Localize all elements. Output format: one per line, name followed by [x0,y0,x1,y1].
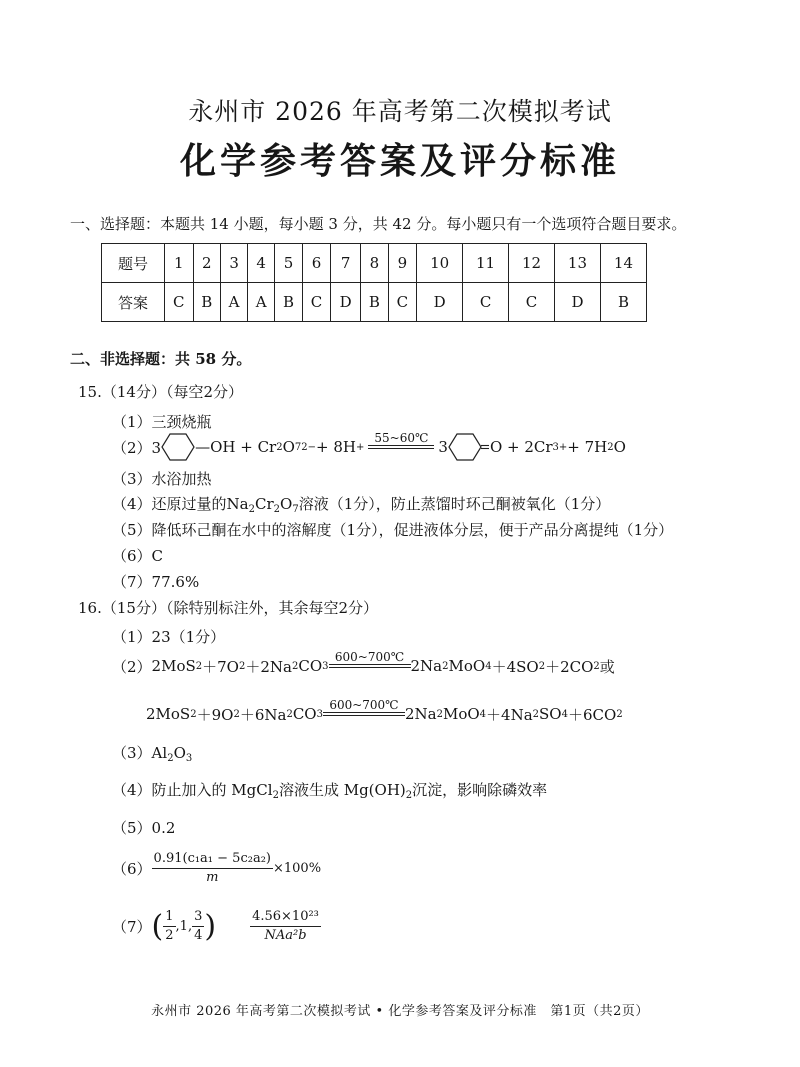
q16-answer-4 [112,779,547,801]
table-cell: A [221,283,248,322]
eq-text: CO [292,705,317,723]
eq-text: O [613,438,626,456]
eq-sub: 7 [292,504,299,515]
eq-text: SO [539,705,562,723]
eq-text: CO [298,657,323,675]
eq-sub: 2 [286,708,293,720]
answer-text: 溶液生成 Mg [278,781,369,799]
fraction [250,908,321,945]
q16-equation-1 [112,648,615,684]
eq-text: —OH + Cr [195,438,277,456]
page-subtitle: 化学参考答案及评分标准 [179,140,620,182]
eq-text: 2MoS [151,657,196,675]
eq-sub: 4 [561,708,568,720]
answer-text: Cr [255,495,274,513]
equal-bars [323,712,405,716]
answer-label: （7） [112,918,152,936]
table-cell: 3 [221,244,248,283]
reaction-arrow [329,651,411,681]
eq-sub: 3 [316,708,323,720]
eq-text: ＋2Na [245,657,292,676]
answer-text: （3）Al [112,744,168,762]
table-cell: 1 [165,244,194,283]
eq-sub: 2 [276,441,283,453]
table-cell: C [388,283,417,322]
eq-sup: + [356,441,365,453]
eq-sub: 4 [479,708,487,720]
table-cell: B [361,283,389,322]
table-cell: 10 [417,244,463,283]
answer-text: 沉淀，影响除磷效率 [412,781,548,799]
table-cell: D [417,283,463,322]
eq-text: ＋9O [196,705,234,724]
reaction-arrow [323,699,405,729]
answer-table [101,243,647,322]
eq-text: ＋4SO [491,657,539,676]
table-cell: 11 [463,244,509,283]
fraction [152,850,273,887]
answer-text: ×100% [272,861,322,876]
reaction-condition: 55~60℃ [374,431,429,445]
page-footer: 永州市 2026 年高考第二次模拟考试 • 化学参考答案及评分标准 第1页（共2页） [151,1004,649,1019]
answer-text: （4）还原过量的Na [112,495,249,513]
eq-sub: 2 [593,660,600,672]
eq-sub: 2 [436,708,443,720]
table-cell: 13 [555,244,601,283]
q16-answer-7 [112,908,321,945]
eq-sub: 2 [616,708,623,720]
q15-answer-5: （5）降低环己酮在水中的溶解度（1分），促进液体分层，便于产品分离提纯（1分） [112,521,674,539]
fraction-numerator: 1 [163,908,175,927]
fraction-denominator: 4 [194,928,203,943]
answer-text: 溶液（1分），防止蒸馏时环己酮被氧化（1分） [298,495,611,513]
eq-text: MoO [448,657,486,675]
table-cell: 8 [361,244,389,283]
table-cell: D [555,283,601,322]
eq-sub: 2 [190,708,197,720]
fraction-numerator: 3 [192,908,204,927]
q16-answer-6 [112,850,321,887]
fraction-numerator: 4.56×10²³ [250,908,321,927]
answer-label: （2） [112,657,152,676]
table-cell: C [463,283,509,322]
eq-sub: 2 [405,790,413,801]
eq-sub: 2 [273,504,281,515]
eq-text: + 8H [316,438,357,456]
table-cell: C [165,283,194,322]
table-row [102,283,647,322]
reaction-condition: 600~700℃ [334,650,405,664]
eq-text: + 7H [567,438,608,456]
eq-sub: 2 [538,660,546,672]
table-cell: 5 [275,244,303,283]
answer-label: （6） [112,860,152,878]
reaction-arrow [368,432,434,462]
eq-text: 2Na [410,657,443,675]
eq-sub: 2 [532,708,540,720]
table-cell: B [600,283,646,322]
table-row [102,244,647,283]
q15-answer-7: （7）77.6% [112,573,200,591]
q15-answer-4 [112,493,610,515]
answer-text: (OH) [368,781,406,799]
answer-text: （4）防止加入的 MgCl [112,781,273,799]
fraction-numerator: 0.91(c₁a₁ − 5c₂a₂) [152,850,273,869]
eq-sub: 2 [442,660,449,672]
eq-sub: 2 [167,753,174,764]
eq-text: 2Na [404,705,437,723]
answer-text: ,1, [175,919,193,934]
table-row-label: 题号 [102,244,165,283]
table-cell: D [331,283,361,322]
table-cell: B [275,283,303,322]
eq-sup: 2− [301,441,317,453]
fraction [163,908,175,945]
eq-sub: 3 [322,660,329,672]
eq-sub: 2 [291,660,299,672]
q15-answer-3: （3）水浴加热 [112,470,212,488]
eq-sub: 7 [294,441,302,453]
eq-sub: 3 [185,753,193,764]
cyclohexane-ring-icon [161,432,195,462]
eq-text: ＋2CO [545,657,594,676]
q15-answer-1: （1）三颈烧瓶 [112,413,212,431]
fraction-denominator: m [206,870,219,885]
page-title: 永州市 2026 年高考第二次模拟考试 [188,97,612,126]
cyclohexanone-ring-icon [448,432,490,462]
q16-answer-5: （5）0.2 [112,819,176,837]
eq-sub: 2 [195,660,203,672]
eq-sub: 2 [233,708,240,720]
eq-sub: 4 [485,660,492,672]
q15-header: 15.（14分）（每空2分） [78,383,243,401]
table-cell: A [248,283,275,322]
fraction [192,908,204,945]
table-cell: 7 [331,244,361,283]
table-cell: 14 [600,244,646,283]
eq-sub: 2 [238,660,246,672]
table-cell: C [302,283,331,322]
answer-text: O [173,744,186,762]
eq-text: ＋7O [202,657,239,676]
eq-text: ＋6Na [239,705,287,724]
eq-text: ＋4Na [486,705,533,724]
q16-answer-3 [112,742,192,764]
eq-text: 2MoS [146,705,191,723]
paren-right: ) [204,909,217,944]
eq-sub: 2 [272,790,279,801]
answer-label: （2）3 [112,438,162,457]
table-cell: 6 [302,244,331,283]
eq-text: MoO [442,705,480,723]
table-cell: C [509,283,555,322]
eq-sub: 2 [248,504,255,515]
q15-answer-6: （6）C [112,547,164,565]
reaction-condition: 600~700℃ [329,698,399,712]
table-row-label: 答案 [102,283,165,322]
table-cell: 9 [388,244,417,283]
q16-answer-1: （1）23（1分） [112,628,226,646]
eq-text: ＋6CO [567,705,617,724]
eq-text: 3 [438,438,448,456]
q16-header: 16.（15分）（除特别标注外，其余每空2分） [78,599,378,617]
section1-heading: 一、选择题：本题共 14 小题，每小题 3 分，共 42 分。每小题只有一个选项符合题目要求。 [70,215,687,233]
table-cell: 2 [193,244,221,283]
table-cell: 4 [248,244,275,283]
table-cell: 12 [509,244,555,283]
equal-bars [329,664,411,668]
fraction-denominator: 2 [165,928,174,943]
eq-text: O [282,438,295,456]
eq-text: 或 [599,657,615,676]
q15-answer-2 [112,430,626,464]
equal-bars [368,445,434,449]
table-cell: B [193,283,221,322]
fraction-denominator: NAa²b [264,928,307,943]
eq-sub: 2 [607,441,614,453]
section2-heading: 二、非选择题：共 58 分。 [70,350,252,368]
eq-sup: 3+ [552,441,568,453]
q16-equation-2 [146,696,623,732]
answer-text: O [280,495,293,513]
eq-text: O + 2Cr [489,438,553,456]
paren-left: ( [151,909,164,944]
